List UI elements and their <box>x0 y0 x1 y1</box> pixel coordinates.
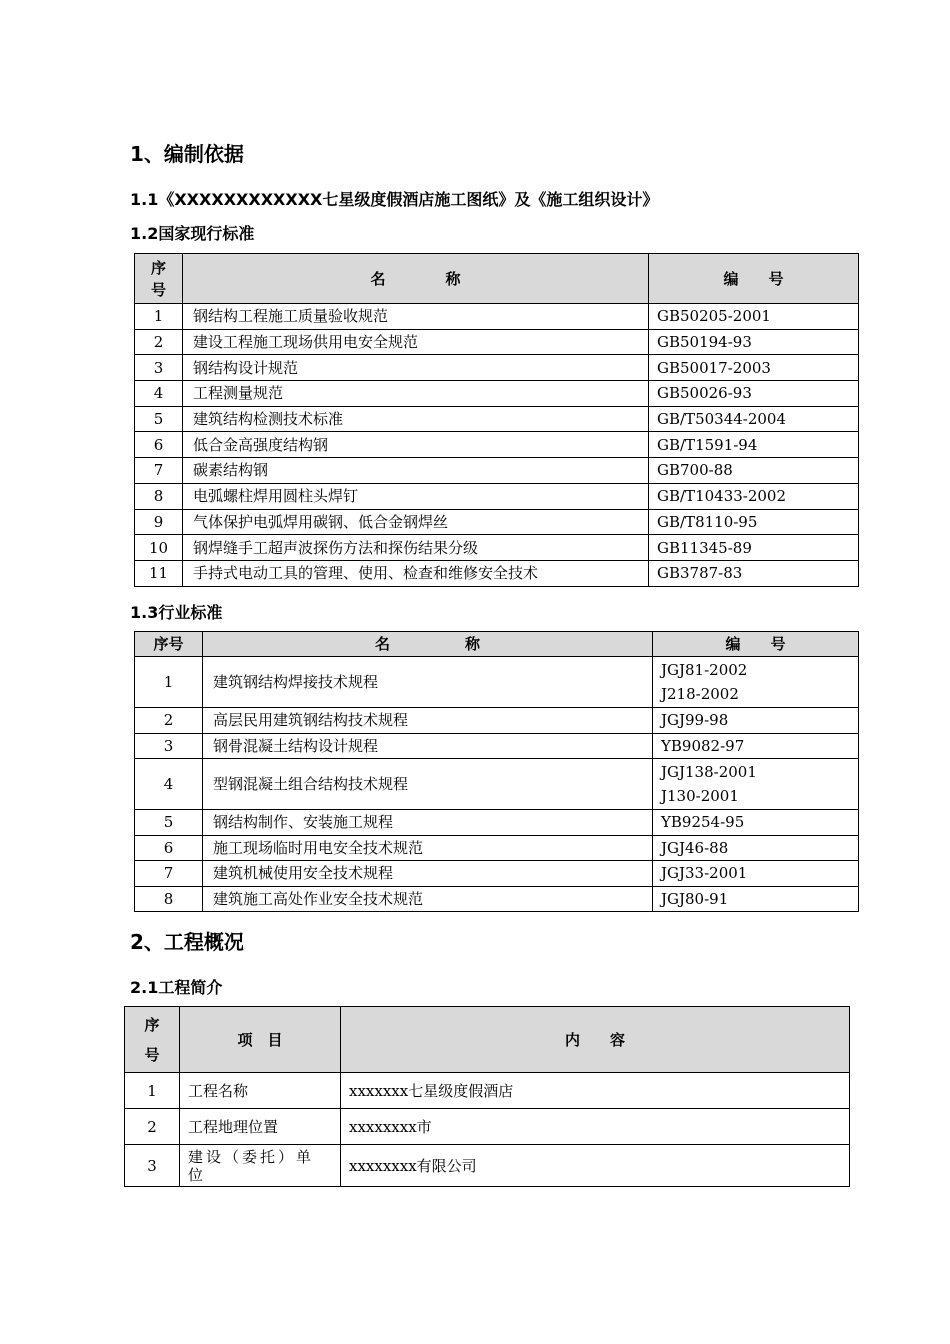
subsection-2-1-title: 2.1工程简介 <box>130 978 223 997</box>
table-row <box>135 355 859 381</box>
section-1-title: 1、编制依据 <box>130 142 244 166</box>
row-name: 手持式电动工具的管理、使用、检查和维修安全技术 <box>183 560 649 586</box>
row-no: 1 <box>135 304 183 330</box>
row-code: GB/T10433-2002 <box>649 483 859 509</box>
table-row <box>135 759 859 810</box>
table-row <box>135 304 859 330</box>
header-name: 名 称 <box>183 254 649 304</box>
row-no: 3 <box>125 1145 180 1187</box>
table-row <box>135 381 859 407</box>
table-header-row <box>125 1007 850 1073</box>
row-name: 建筑机械使用安全技术规程 <box>203 861 653 887</box>
row-code: GB11345-89 <box>649 535 859 561</box>
row-no: 7 <box>135 458 183 484</box>
header-no-line2: 号 <box>144 1045 160 1064</box>
row-no: 4 <box>135 759 203 810</box>
table-row <box>135 708 859 734</box>
row-name: 气体保护电弧焊用碳钢、低合金钢焊丝 <box>183 509 649 535</box>
table-row <box>135 886 859 912</box>
row-no: 6 <box>135 432 183 458</box>
row-item <box>180 1145 341 1187</box>
section-2-title: 2、工程概况 <box>130 930 244 954</box>
row-code: GB/T8110-95 <box>649 509 859 535</box>
row-code-primary: YB9082-97 <box>661 736 745 755</box>
row-name: 钢结构工程施工质量验收规范 <box>183 304 649 330</box>
row-code: GB50194-93 <box>649 329 859 355</box>
subsection-1-1-title: 1.1《XXXXXXXXXXXX七星级度假酒店施工图纸》及《施工组织设计》 <box>130 190 659 209</box>
row-no: 3 <box>135 355 183 381</box>
project-overview-table <box>124 1006 850 1187</box>
table-header-row <box>135 632 859 657</box>
row-no: 2 <box>135 329 183 355</box>
header-name: 名 称 <box>203 632 653 657</box>
table-header-row <box>135 254 859 304</box>
row-code-primary: YB9254-95 <box>661 813 745 832</box>
header-code: 编 号 <box>649 254 859 304</box>
header-no-line1: 序 <box>144 1015 160 1034</box>
row-name: 低合金高强度结构钢 <box>183 432 649 458</box>
row-name: 钢焊缝手工超声波探伤方法和探伤结果分级 <box>183 535 649 561</box>
row-no: 10 <box>135 535 183 561</box>
row-code: GB700-88 <box>649 458 859 484</box>
row-no: 4 <box>135 381 183 407</box>
row-no: 3 <box>135 733 203 759</box>
national-standards-table <box>134 253 859 587</box>
table-row <box>125 1145 850 1187</box>
row-code <box>653 810 859 836</box>
table-row <box>135 509 859 535</box>
table-row <box>135 458 859 484</box>
row-code-primary: JGJ33-2001 <box>661 864 748 883</box>
row-name: 高层民用建筑钢结构技术规程 <box>203 708 653 734</box>
row-code: GB3787-83 <box>649 560 859 586</box>
header-no: 序号 <box>135 632 203 657</box>
header-item: 项 目 <box>180 1007 341 1073</box>
row-name: 工程测量规范 <box>183 381 649 407</box>
table-row <box>135 406 859 432</box>
row-name: 施工现场临时用电安全技术规范 <box>203 835 653 861</box>
row-name: 建设工程施工现场供用电安全规范 <box>183 329 649 355</box>
subsection-1-2-title: 1.2国家现行标准 <box>130 224 255 243</box>
industry-standards-table <box>134 631 859 912</box>
row-code-primary: JGJ81-2002 <box>661 661 748 679</box>
row-code <box>653 861 859 887</box>
table-row <box>135 432 859 458</box>
row-code: GB/T50344-2004 <box>649 406 859 432</box>
table-row <box>125 1109 850 1145</box>
row-code-primary: JGJ80-91 <box>661 889 729 908</box>
row-no: 1 <box>135 657 203 708</box>
row-code <box>653 759 859 810</box>
row-code <box>653 708 859 734</box>
subsection-1-3-title: 1.3行业标准 <box>130 603 223 622</box>
row-content: xxxxxxxx市 <box>341 1109 850 1145</box>
row-code <box>653 657 859 708</box>
row-no: 1 <box>125 1073 180 1109</box>
row-item-line2: 位 <box>188 1165 204 1184</box>
row-item: 工程地理位置 <box>180 1109 341 1145</box>
row-code: GB50017-2003 <box>649 355 859 381</box>
row-name: 电弧螺柱焊用圆柱头焊钉 <box>183 483 649 509</box>
row-no: 5 <box>135 406 183 432</box>
row-no: 2 <box>125 1109 180 1145</box>
row-name: 型钢混凝土组合结构技术规程 <box>203 759 653 810</box>
header-code: 编 号 <box>653 632 859 657</box>
row-no: 8 <box>135 886 203 912</box>
row-name: 建筑施工高处作业安全技术规范 <box>203 886 653 912</box>
table-row <box>135 810 859 836</box>
row-code: GB50205-2001 <box>649 304 859 330</box>
row-name: 碳素结构钢 <box>183 458 649 484</box>
row-name: 建筑结构检测技术标准 <box>183 406 649 432</box>
row-code-primary: JGJ46-88 <box>661 838 729 857</box>
row-code-primary: JGJ138-2001 <box>661 763 757 781</box>
row-code <box>653 733 859 759</box>
row-no: 7 <box>135 861 203 887</box>
row-no: 11 <box>135 560 183 586</box>
table-row <box>125 1073 850 1109</box>
table-row <box>135 329 859 355</box>
row-code: GB/T1591-94 <box>649 432 859 458</box>
row-name: 钢结构制作、安装施工规程 <box>203 810 653 836</box>
table-row <box>135 733 859 759</box>
row-no: 8 <box>135 483 183 509</box>
row-no: 5 <box>135 810 203 836</box>
table-row <box>135 535 859 561</box>
table-row <box>135 560 859 586</box>
row-no: 6 <box>135 835 203 861</box>
header-no <box>125 1007 180 1073</box>
header-content: 内 容 <box>341 1007 850 1073</box>
row-content: xxxxxxxx有限公司 <box>341 1145 850 1187</box>
row-item: 工程名称 <box>180 1073 341 1109</box>
row-code <box>653 886 859 912</box>
row-code-secondary: J218-2002 <box>661 685 739 703</box>
row-no: 9 <box>135 509 183 535</box>
row-name: 钢结构设计规范 <box>183 355 649 381</box>
table-row <box>135 861 859 887</box>
table-row <box>135 657 859 708</box>
row-code: GB50026-93 <box>649 381 859 407</box>
table-row <box>135 483 859 509</box>
row-name: 建筑钢结构焊接技术规程 <box>203 657 653 708</box>
table-row <box>135 835 859 861</box>
row-no: 2 <box>135 708 203 734</box>
row-code-primary: JGJ99-98 <box>661 711 729 730</box>
row-code <box>653 835 859 861</box>
row-item-line1: 建设（委托）单 <box>188 1147 315 1166</box>
row-content: xxxxxxx七星级度假酒店 <box>341 1073 850 1109</box>
row-name: 钢骨混凝土结构设计规程 <box>203 733 653 759</box>
row-code-secondary: J130-2001 <box>661 787 739 805</box>
header-no: 序 号 <box>135 254 183 304</box>
